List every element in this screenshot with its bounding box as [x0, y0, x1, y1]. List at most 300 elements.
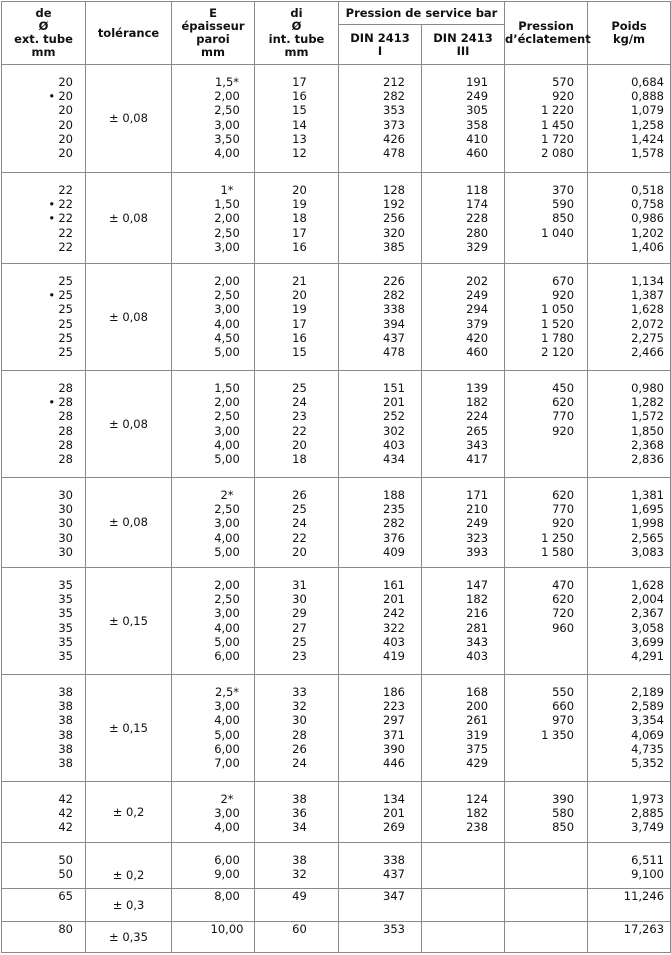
cell-burst-pressure	[505, 65, 588, 173]
cell-value	[2, 649, 85, 663]
cell-value: 1 780	[541, 330, 575, 345]
cell-value: 1,628	[631, 302, 665, 317]
cell-value	[505, 756, 587, 770]
cell-value: 1 350	[541, 727, 575, 742]
cell-value: 670	[552, 274, 575, 288]
header-wall-thickness: E épaisseur paroi mm	[172, 2, 255, 65]
cell-value: 5,00	[214, 634, 240, 649]
cell-wall-thickness	[172, 675, 255, 782]
cell-value: 226	[383, 274, 405, 288]
outer-diameter-value: 30	[58, 488, 73, 502]
outer-diameter-value: 25	[58, 302, 73, 317]
cell-value: 25	[292, 634, 307, 649]
cell-value: 182	[466, 395, 489, 410]
cell-outer-diameter	[2, 173, 86, 264]
cell-value: 2,00	[214, 89, 240, 104]
outer-diameter-value: 38	[58, 685, 73, 699]
cell-value: 2,836	[631, 452, 665, 467]
cell-value	[2, 424, 85, 438]
cell-value: 22	[292, 530, 307, 545]
cell-value: 450	[552, 381, 575, 395]
cell-pressure-din-i	[339, 675, 422, 782]
cell-value: 21	[292, 274, 307, 288]
cell-value: 13	[292, 131, 307, 146]
cell-value: 261	[466, 713, 489, 728]
cell-inner-diameter	[255, 371, 339, 478]
cell-value: 4,00	[214, 620, 240, 635]
cell-value	[2, 288, 85, 302]
cell-value: 420	[466, 330, 489, 345]
cell-value: 30	[292, 713, 307, 728]
cell-value: 60	[292, 922, 307, 936]
cell-value: 353	[383, 922, 405, 936]
cell-value: 470	[552, 578, 575, 592]
cell-value: 410	[466, 131, 489, 146]
cell-value: 403	[383, 437, 405, 452]
outer-diameter-value: 42	[58, 806, 73, 821]
cell-pressure-din-i	[339, 889, 422, 922]
cell-value: 280	[466, 225, 489, 240]
cell-value: 3,00	[214, 606, 240, 621]
cell-value: 379	[466, 316, 489, 331]
outer-diameter-value: 38	[58, 713, 73, 728]
cell-wall-thickness	[172, 782, 255, 843]
cell-value: 19	[292, 197, 307, 212]
cell-value: 26	[292, 741, 307, 756]
cell-value: 446	[383, 756, 405, 771]
recommended-size-bullet-icon: •	[48, 211, 56, 226]
cell-value: 11,246	[623, 889, 665, 903]
cell-value: 3,058	[631, 620, 665, 635]
cell-value	[2, 452, 85, 466]
cell-value: 2,275	[631, 330, 665, 345]
cell-value: 124	[466, 792, 489, 806]
cell-burst-pressure	[505, 889, 588, 922]
cell-value: 1*	[220, 183, 234, 197]
cell-value	[422, 853, 504, 867]
cell-value	[2, 502, 85, 516]
tube-spec-table	[1, 1, 671, 953]
cell-value	[2, 438, 85, 452]
cell-value: 1,973	[631, 792, 665, 806]
cell-inner-diameter	[255, 173, 339, 264]
outer-diameter-value: 22	[58, 211, 73, 226]
cell-value: 920	[552, 516, 575, 531]
cell-value: 2,885	[631, 806, 665, 821]
outer-diameter-value: 20	[58, 89, 73, 104]
cell-value: 1,134	[631, 274, 665, 288]
outer-diameter-value: 35	[58, 578, 73, 592]
cell-value: 3,354	[631, 713, 665, 728]
outer-diameter-value: 25	[58, 345, 73, 360]
cell-value: 202	[466, 274, 489, 288]
cell-value	[2, 635, 85, 649]
outer-diameter-value: 38	[58, 727, 73, 742]
cell-value	[2, 592, 85, 606]
cell-value: 620	[552, 592, 575, 607]
cell-value: 3,00	[214, 806, 240, 821]
cell-value: 200	[466, 699, 489, 714]
cell-value: 353	[383, 103, 405, 118]
cell-value	[422, 889, 504, 903]
cell-value: 0,518	[631, 183, 665, 197]
cell-weight	[588, 782, 671, 843]
cell-value: 23	[292, 649, 307, 664]
table-row-group	[2, 264, 671, 371]
cell-value	[2, 226, 85, 240]
cell-value: 265	[466, 423, 489, 438]
cell-value: 5,00	[214, 452, 240, 467]
cell-value: 9,00	[214, 867, 240, 882]
cell-value: 4,291	[631, 649, 665, 664]
cell-inner-diameter	[255, 922, 339, 953]
outer-diameter-value: 30	[58, 516, 73, 531]
cell-pressure-din-i	[339, 922, 422, 953]
cell-value: 228	[466, 211, 489, 226]
cell-value: 36	[292, 806, 307, 821]
cell-value	[2, 345, 85, 359]
cell-pressure-din-i	[339, 173, 422, 264]
cell-value: 201	[383, 592, 405, 607]
outer-diameter-value: 80	[58, 922, 73, 936]
cell-value: 850	[552, 820, 575, 835]
cell-value: 1,424	[631, 131, 665, 146]
cell-value: 1,406	[631, 239, 665, 254]
cell-value: 147	[466, 578, 489, 592]
cell-value	[422, 867, 504, 881]
cell-value: 3,00	[214, 699, 240, 714]
cell-value	[2, 806, 85, 820]
cell-value: 322	[383, 620, 405, 635]
cell-value: 134	[383, 792, 405, 806]
cell-value: 4,00	[214, 530, 240, 545]
cell-value: 210	[466, 502, 489, 517]
cell-tolerance: ± 0,08	[86, 371, 172, 478]
cell-wall-thickness	[172, 371, 255, 478]
outer-diameter-value: 65	[58, 889, 73, 903]
cell-value: 10,00	[210, 922, 244, 936]
outer-diameter-value: 25	[58, 274, 73, 288]
cell-value: 4,069	[631, 727, 665, 742]
cell-value	[2, 922, 85, 936]
outer-diameter-value: 28	[58, 381, 73, 395]
cell-value: 1,998	[631, 516, 665, 531]
cell-value: 4,00	[214, 820, 240, 835]
outer-diameter-value: 50	[58, 867, 73, 882]
cell-value	[505, 240, 587, 254]
table-header	[2, 2, 671, 65]
cell-value	[2, 713, 85, 727]
outer-diameter-value: 42	[58, 820, 73, 835]
cell-value	[2, 211, 85, 225]
cell-value: 302	[383, 423, 405, 438]
cell-value: 2,466	[631, 345, 665, 360]
cell-value: 343	[466, 437, 489, 452]
outer-diameter-value: 20	[58, 131, 73, 146]
cell-value	[2, 302, 85, 316]
cell-value: 580	[552, 806, 575, 821]
header-din-2413-iii: DIN 2413 III	[422, 25, 505, 65]
cell-value: 1,50	[214, 197, 240, 212]
outer-diameter-value: 25	[58, 330, 73, 345]
cell-value	[505, 438, 587, 452]
outer-diameter-value: 25	[58, 288, 73, 303]
cell-pressure-din-i	[339, 65, 422, 173]
cell-value: 0,684	[631, 75, 665, 89]
cell-value: 2,00	[214, 578, 240, 592]
cell-value	[2, 545, 85, 559]
outer-diameter-value: 22	[58, 197, 73, 212]
cell-outer-diameter	[2, 371, 86, 478]
cell-value: 2,368	[631, 437, 665, 452]
table-row-group	[2, 173, 671, 264]
cell-value: 24	[292, 395, 307, 410]
header-tolerance: tolérance	[86, 2, 172, 65]
cell-value: 171	[466, 488, 489, 502]
cell-value: 590	[552, 197, 575, 212]
cell-value: 373	[383, 117, 405, 132]
cell-value	[2, 89, 85, 103]
cell-outer-diameter	[2, 889, 86, 922]
cell-value: 12	[292, 146, 307, 161]
table-row-group	[2, 675, 671, 782]
cell-value: 1 450	[541, 117, 575, 132]
cell-value: 6,00	[214, 741, 240, 756]
table-row-group	[2, 478, 671, 568]
cell-value: 429	[466, 756, 489, 771]
cell-value	[505, 922, 587, 936]
cell-value: 249	[466, 288, 489, 303]
cell-value: 9,100	[631, 867, 665, 882]
cell-value: 269	[383, 820, 405, 835]
cell-pressure-din-iii	[422, 843, 505, 889]
outer-diameter-value: 28	[58, 409, 73, 424]
cell-value: 3,00	[214, 302, 240, 317]
recommended-size-bullet-icon: •	[48, 288, 56, 303]
outer-diameter-value: 28	[58, 452, 73, 467]
cell-value: 1 040	[541, 225, 575, 240]
cell-value	[2, 75, 85, 89]
cell-value: 920	[552, 89, 575, 104]
outer-diameter-value: 28	[58, 437, 73, 452]
cell-value: 15	[292, 103, 307, 118]
cell-value: 1,850	[631, 423, 665, 438]
cell-value: 242	[383, 606, 405, 621]
cell-value: 128	[383, 183, 405, 197]
cell-burst-pressure	[505, 264, 588, 371]
cell-value: 18	[292, 211, 307, 226]
cell-value	[422, 922, 504, 936]
cell-value: 20	[292, 288, 307, 303]
cell-weight	[588, 843, 671, 889]
cell-value: 1,202	[631, 225, 665, 240]
cell-value: 32	[292, 867, 307, 882]
cell-value: 182	[466, 592, 489, 607]
cell-inner-diameter	[255, 675, 339, 782]
cell-value: 25	[292, 381, 307, 395]
cell-value	[505, 867, 587, 881]
cell-pressure-din-iii	[422, 889, 505, 922]
cell-pressure-din-iii	[422, 782, 505, 843]
cell-value: 2,589	[631, 699, 665, 714]
cell-value: 2,5*	[214, 685, 240, 699]
cell-value: 403	[383, 634, 405, 649]
cell-pressure-din-iii	[422, 264, 505, 371]
cell-value: 139	[466, 381, 489, 395]
cell-value: 17	[292, 75, 307, 89]
cell-value: 376	[383, 530, 405, 545]
cell-inner-diameter	[255, 65, 339, 173]
cell-value: 434	[383, 452, 405, 467]
cell-value: 720	[552, 606, 575, 621]
cell-value: 2,50	[214, 288, 240, 303]
cell-value: 5,00	[214, 345, 240, 360]
cell-value: 1,381	[631, 488, 665, 502]
cell-value: 16	[292, 89, 307, 104]
cell-value: 2,565	[631, 530, 665, 545]
cell-value: 4,00	[214, 713, 240, 728]
cell-value	[2, 197, 85, 211]
cell-value: 2,50	[214, 225, 240, 240]
cell-value: 329	[466, 239, 489, 254]
cell-value: 17	[292, 316, 307, 331]
cell-value: 2,367	[631, 606, 665, 621]
cell-value: 191	[466, 75, 489, 89]
cell-value: 478	[383, 345, 405, 360]
cell-value: 4,00	[214, 316, 240, 331]
cell-outer-diameter	[2, 65, 86, 173]
cell-value	[2, 132, 85, 146]
cell-value: 17,263	[623, 922, 665, 936]
header-service-pressure: Pression de service bar	[339, 2, 505, 25]
cell-value: 2,50	[214, 592, 240, 607]
cell-value: 3,00	[214, 516, 240, 531]
cell-value: 390	[552, 792, 575, 806]
cell-value: 375	[466, 741, 489, 756]
cell-value: 1 050	[541, 302, 575, 317]
outer-diameter-value: 22	[58, 183, 73, 197]
cell-pressure-din-iii	[422, 922, 505, 953]
header-inner-diameter: di Ø int. tube mm	[255, 2, 339, 65]
cell-value: 38	[292, 853, 307, 867]
cell-value: 5,352	[631, 756, 665, 771]
cell-value: 2*	[220, 792, 234, 806]
table-body	[2, 65, 671, 953]
cell-value: 282	[383, 288, 405, 303]
cell-weight	[588, 478, 671, 568]
cell-value	[2, 274, 85, 288]
cell-pressure-din-i	[339, 782, 422, 843]
cell-value: 620	[552, 488, 575, 502]
cell-value: 18	[292, 452, 307, 467]
cell-pressure-din-iii	[422, 173, 505, 264]
cell-value: 426	[383, 131, 405, 146]
outer-diameter-value: 20	[58, 146, 73, 161]
cell-value	[2, 395, 85, 409]
cell-value	[2, 381, 85, 395]
cell-value	[2, 103, 85, 117]
cell-value: 2,50	[214, 502, 240, 517]
cell-value: 850	[552, 211, 575, 226]
cell-burst-pressure	[505, 922, 588, 953]
cell-value: 460	[466, 146, 489, 161]
cell-tolerance: ± 0,3	[86, 889, 172, 922]
cell-value: 16	[292, 239, 307, 254]
cell-tolerance: ± 0,35	[86, 922, 172, 953]
cell-value	[2, 578, 85, 592]
cell-value	[505, 635, 587, 649]
cell-value: 1 220	[541, 103, 575, 118]
outer-diameter-value: 38	[58, 741, 73, 756]
cell-value: 394	[383, 316, 405, 331]
cell-value: 3,00	[214, 117, 240, 132]
cell-inner-diameter	[255, 889, 339, 922]
outer-diameter-value: 38	[58, 699, 73, 714]
cell-value: 3,699	[631, 634, 665, 649]
cell-pressure-din-i	[339, 843, 422, 889]
cell-value: 5,00	[214, 727, 240, 742]
table-row-group	[2, 65, 671, 173]
cell-value: 1,695	[631, 502, 665, 517]
cell-wall-thickness	[172, 478, 255, 568]
cell-value: 216	[466, 606, 489, 621]
cell-weight	[588, 889, 671, 922]
cell-value: 305	[466, 103, 489, 118]
cell-value	[2, 409, 85, 423]
cell-value: 0,888	[631, 89, 665, 104]
cell-value: 151	[383, 381, 405, 395]
cell-value: 294	[466, 302, 489, 317]
outer-diameter-value: 28	[58, 395, 73, 410]
cell-value: 31	[292, 578, 307, 592]
cell-value: 186	[383, 685, 405, 699]
outer-diameter-value: 50	[58, 853, 73, 867]
cell-value: 27	[292, 620, 307, 635]
cell-value: 770	[552, 409, 575, 424]
cell-burst-pressure	[505, 173, 588, 264]
cell-value: 5,00	[214, 544, 240, 559]
cell-value	[2, 317, 85, 331]
outer-diameter-value: 20	[58, 75, 73, 89]
cell-burst-pressure	[505, 782, 588, 843]
cell-value: 343	[466, 634, 489, 649]
cell-value: 1 580	[541, 544, 575, 559]
cell-value: 460	[466, 345, 489, 360]
cell-value	[2, 685, 85, 699]
cell-value: 174	[466, 197, 489, 212]
header-din-2413-i: DIN 2413 I	[339, 25, 422, 65]
cell-value: 2 120	[541, 345, 575, 360]
cell-pressure-din-iii	[422, 65, 505, 173]
table-row-group	[2, 371, 671, 478]
cell-value: 409	[383, 544, 405, 559]
outer-diameter-value: 25	[58, 316, 73, 331]
cell-value: 338	[383, 302, 405, 317]
cell-inner-diameter	[255, 478, 339, 568]
cell-outer-diameter	[2, 264, 86, 371]
cell-value	[2, 183, 85, 197]
cell-value: 16	[292, 330, 307, 345]
cell-value: 224	[466, 409, 489, 424]
cell-value: 30	[292, 592, 307, 607]
cell-value: 2,072	[631, 316, 665, 331]
cell-value	[2, 728, 85, 742]
outer-diameter-value: 20	[58, 117, 73, 132]
cell-value: 2*	[220, 488, 234, 502]
cell-value: 1,282	[631, 395, 665, 410]
cell-value: 1 720	[541, 131, 575, 146]
cell-tolerance: ± 0,08	[86, 478, 172, 568]
